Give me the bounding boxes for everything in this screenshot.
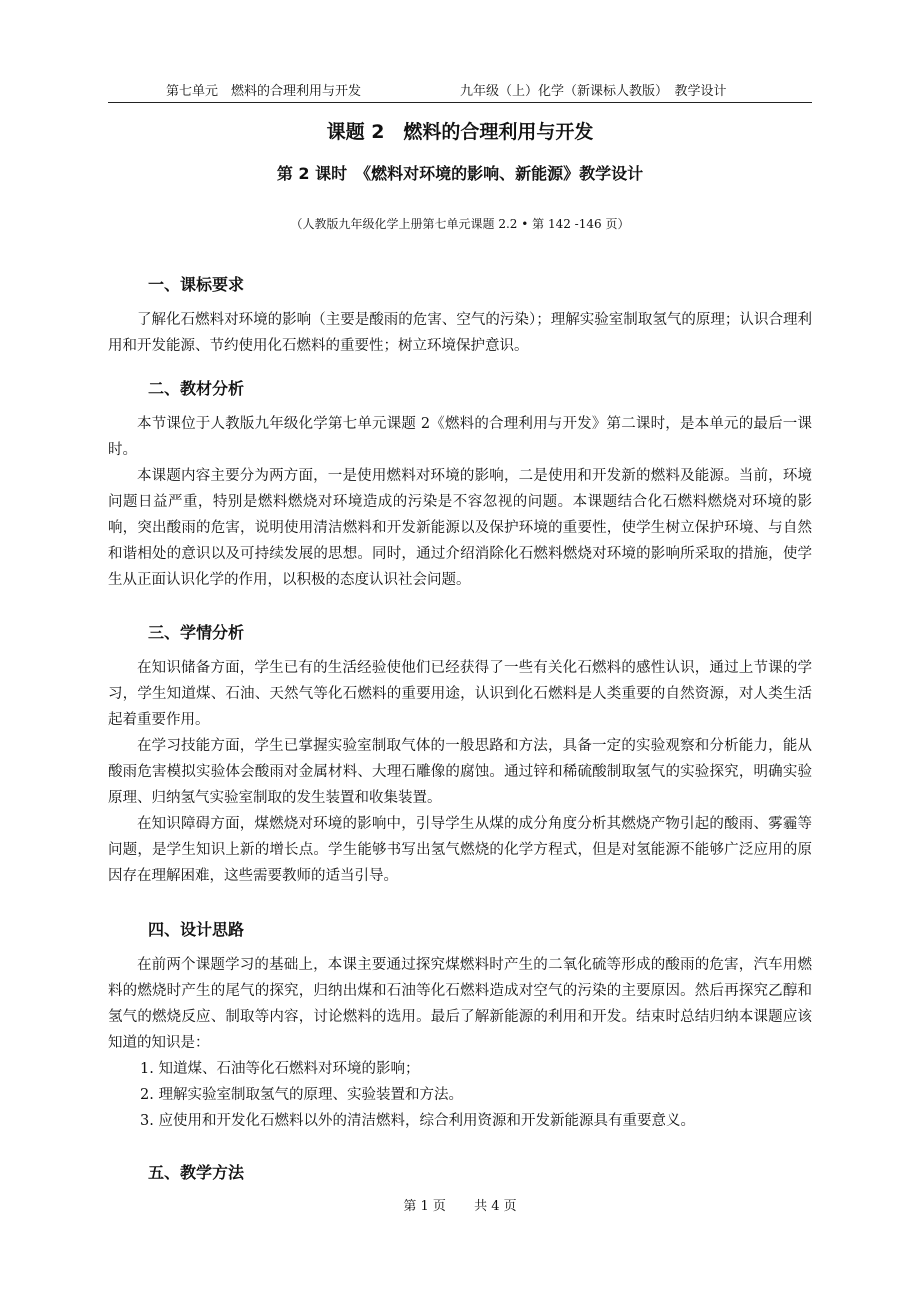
section-paragraph: 在知识障碍方面，煤燃烧对环境的影响中，引导学生从煤的成分角度分析其燃烧产物引起的酸雨、雾霾等问题，是学生知识上新的增长点。学生能够书写出氢气燃烧的化学方程式，但是对氢能源不能够广泛应用的原因存在理解困难，这些需要教师的适当引导。 [108, 816, 812, 884]
section-paragraph: 在学习技能方面，学生已掌握实验室制取气体的一般思路和方法，具备一定的实验观察和分析能力，能从酸雨危害模拟实验体会酸雨对金属材料、大理石雕像的腐蚀。通过锌和稀硫酸制取氢气的实验探究，明确实验原理、归纳氢气实验室制取的发生装置和收集装置。 [108, 738, 812, 806]
section-heading-design-idea: 四、设计思路 [148, 920, 245, 939]
knowledge-list [140, 1056, 812, 1134]
document-title: 课题 2 燃料的合理利用与开发 [326, 121, 594, 143]
section-heading-textbook-analysis: 二、教材分析 [148, 379, 245, 398]
page-total: 共 4 页 [474, 1199, 517, 1214]
document-subtitle: 第 2 课时 《燃料对环境的影响、新能源》教学设计 [276, 164, 644, 183]
source-reference: （人教版九年级化学上册第七单元课题 2.2 • 第 142 -146 页） [290, 217, 630, 231]
section-paragraph: 在前两个课题学习的基础上，本课主要通过探究煤燃料时产生的二氧化硫等形成的酸雨的危害，汽车用燃料的燃烧时产生的尾气的探究，归纳出煤和石油等化石燃料造成对空气的污染的主要原因。然后再探究乙醇和氢气的燃烧反应、制取等内容，讨论燃料的选用。最后了解新能源的利用和开发。结束时总结归纳本课题应该知道的知识是： [108, 957, 812, 1051]
section-heading-standards: 一、课标要求 [148, 275, 245, 294]
list-item: 1. 知道煤、石油等化石燃料对环境的影响； [140, 1061, 420, 1077]
list-item: 2. 理解实验室制取氢气的原理、实验装置和方法。 [140, 1087, 463, 1103]
page-header [108, 82, 812, 102]
section-paragraph: 在知识储备方面，学生已有的生活经验使他们已经获得了一些有关化石燃料的感性认识，通过上节课的学习，学生知道煤、石油、天然气等化石燃料的重要用途，认识到化石燃料是人类重要的自然资源，对人类生活起着重要作用。 [108, 660, 812, 728]
header-unit-title: 第七单元 燃料的合理利用与开发 [166, 84, 362, 99]
page-footer [108, 1197, 812, 1217]
list-item: 3. 应使用和开发化石燃料以外的清洁燃料，综合利用资源和开发新能源具有重要意义。 [140, 1113, 695, 1129]
header-course-info: 九年级（上）化学（新课标人教版） 教学设计 [460, 84, 727, 99]
header-divider [108, 102, 812, 103]
section-paragraph: 本节课位于人教版九年级化学第七单元课题 2《燃料的合理利用与开发》第二课时，是本单元的最后一课时。 [108, 416, 812, 458]
page-number: 第 1 页 [403, 1199, 446, 1214]
section-paragraph: 了解化石燃料对环境的影响（主要是酸雨的危害、空气的污染）；理解实验室制取氢气的原理；认识合理利用和开发能源、节约使用化石燃料的重要性；树立环境保护意识。 [108, 312, 812, 354]
section-heading-student-analysis: 三、学情分析 [148, 623, 245, 642]
section-heading-teaching-methods: 五、教学方法 [148, 1163, 245, 1182]
section-paragraph: 本课题内容主要分为两方面，一是使用燃料对环境的影响，二是使用和开发新的燃料及能源。当前，环境问题日益严重，特别是燃料燃烧对环境造成的污染是不容忽视的问题。本课题结合化石燃料燃烧对环境的影响，突出酸雨的危害，说明使用清洁燃料和开发新能源以及保护环境的重要性，使学生树立保护环境、与自然和谐相处的意识以及可持续发展的思想。同时，通过介绍消除化石燃料燃烧对环境的影响所采取的措施，使学生从正面认识化学的作用，以积极的态度认识社会问题。 [108, 468, 812, 588]
